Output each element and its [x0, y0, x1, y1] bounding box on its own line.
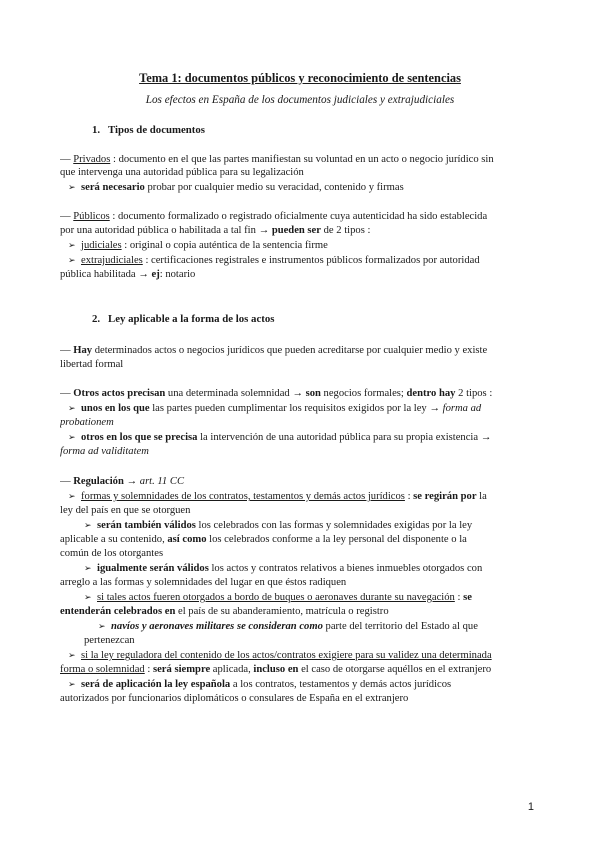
arrow-bullet-icon: ➢ — [68, 651, 76, 661]
regulacion-bullet-ley-reguladora: ➢ si la ley reguladora del contenido de los actos/contratos exigiere para su validez una determinada — [68, 650, 492, 661]
arrow-bullet-icon: ➢ — [68, 492, 76, 502]
arrow-bullet-icon: ➢ — [98, 622, 106, 632]
subbullet-validos: ➢ serán también válidos los celebrados con las formas y solemnidades exigidas por la ley — [84, 520, 473, 531]
publicos-bullet-judiciales: ➢ judiciales : original o copia auténtica de la sentencia firme — [68, 240, 328, 251]
regulacion-bullet-formas-line-2: ley del país en que se otorguen — [60, 505, 191, 516]
subbullet-navios-line-2: pertenezcan — [84, 635, 135, 646]
subbullet-igualmente: ➢ igualmente serán válidos los actos y contratos relativos a bienes inmuebles otorgados con — [84, 563, 483, 574]
arrow-bullet-icon: ➢ — [84, 564, 92, 574]
regulacion-bullet-ley-reguladora-line-2: forma o solemnidad : será siempre aplicada, incluso en el caso de otorgarse aquéllos en el extranjero — [60, 664, 492, 675]
subbullet-validos-line-3: común de los otorgantes — [60, 548, 164, 559]
document-title: Tema 1: documentos públicos y reconocimiento de sentencias — [139, 72, 461, 85]
otros-actos-paragraph: — Otros actos precisan una determinada solemnidad → son negocios formales; dentro hay 2 tipos : — [60, 388, 493, 399]
regulacion-bullet-ley-espanola: ➢ será de aplicación la ley española a los contratos, testamentos y demás actos jurídicos — [68, 679, 452, 690]
arrow-bullet-icon: ➢ — [84, 593, 92, 603]
privados-line-2: que intervenga una autoridad pública para su legalización — [60, 167, 304, 178]
regulacion-bullet-ley-espanola-line-2: autorizados por funcionarios diplomáticos o consulares de España en el extranjero — [60, 693, 409, 704]
arrow-bullet-icon: ➢ — [68, 256, 76, 266]
arrow-bullet-icon: ➢ — [68, 433, 76, 443]
arrow-bullet-icon: ➢ — [68, 680, 76, 690]
regulacion-bullet-formas: ➢ formas y solemnidades de los contratos, testamentos y demás actos jurídicos : se regirán por la — [68, 491, 487, 502]
subbullet-buques-line-2: entenderán celebrados en el país de su abanderamiento, matrícula o registro — [60, 606, 389, 617]
privados-bullet: ➢ será necesario probar por cualquier medio su veracidad, contenido y firmas — [68, 182, 404, 193]
subbullet-navios: ➢ navíos y aeronaves militares se consideran como parte del territorio del Estado al que — [98, 621, 478, 632]
document-subtitle: Los efectos en España de los documentos judiciales y extrajudiciales — [145, 94, 455, 106]
regulacion-paragraph: — Regulación → art. 11 CC — [60, 476, 185, 487]
otros-actos-bullet-1: ➢ unos en los que las partes pueden cumplimentar los requisitos exigidos por la ley → forma ad — [68, 403, 482, 414]
publicos-bullet-extrajudiciales-line-2: pública habilitada → ej: notario — [60, 269, 196, 280]
subbullet-buques: ➢ si tales actos fueren otorgados a bordo de buques o aeronaves durante su navegación : se — [84, 592, 472, 603]
publicos-line-2: por una autoridad pública o habilitada a tal fin → pueden ser de 2 tipos : — [60, 225, 371, 236]
subbullet-igualmente-line-2: arreglo a las formas y solemnidades del lugar en que éstos radiquen — [60, 577, 347, 588]
section-2-heading: 2. Ley aplicable a la forma de los actos — [92, 313, 275, 325]
page-number: 1 — [527, 801, 534, 813]
otros-actos-bullet-1-line-2: probationem — [60, 417, 114, 428]
otros-actos-bullet-2: ➢ otros en los que se precisa la intervención de una autoridad pública para su propia existencia → — [68, 432, 492, 443]
arrow-bullet-icon: ➢ — [84, 521, 92, 531]
hay-paragraph: — Hay determinados actos o negocios jurídicos que pueden acreditarse por cualquier medio y existe — [60, 345, 488, 356]
arrow-bullet-icon: ➢ — [68, 241, 76, 251]
hay-paragraph-line-2: libertad formal — [60, 359, 124, 370]
section-1-heading: 1. Tipos de documentos — [92, 124, 205, 136]
privados-paragraph: — Privados : documento en el que las partes manifiestan su voluntad en un acto o negocio jurídico sin — [60, 154, 494, 165]
publicos-paragraph: — Públicos : documento formalizado o registrado oficialmente cuya autenticidad ha sido establecida — [60, 211, 488, 222]
arrow-bullet-icon: ➢ — [68, 404, 76, 414]
otros-actos-bullet-2-line-2: forma ad validitatem — [60, 446, 149, 457]
publicos-bullet-extrajudiciales: ➢ extrajudiciales : certificaciones registrales e instrumentos públicos formalizados por autoridad — [68, 255, 480, 266]
subbullet-validos-line-2: aplicable a su contenido, así como los celebrados conforme a la ley personal del disponente o la — [60, 534, 467, 545]
arrow-bullet-icon: ➢ — [68, 183, 76, 193]
